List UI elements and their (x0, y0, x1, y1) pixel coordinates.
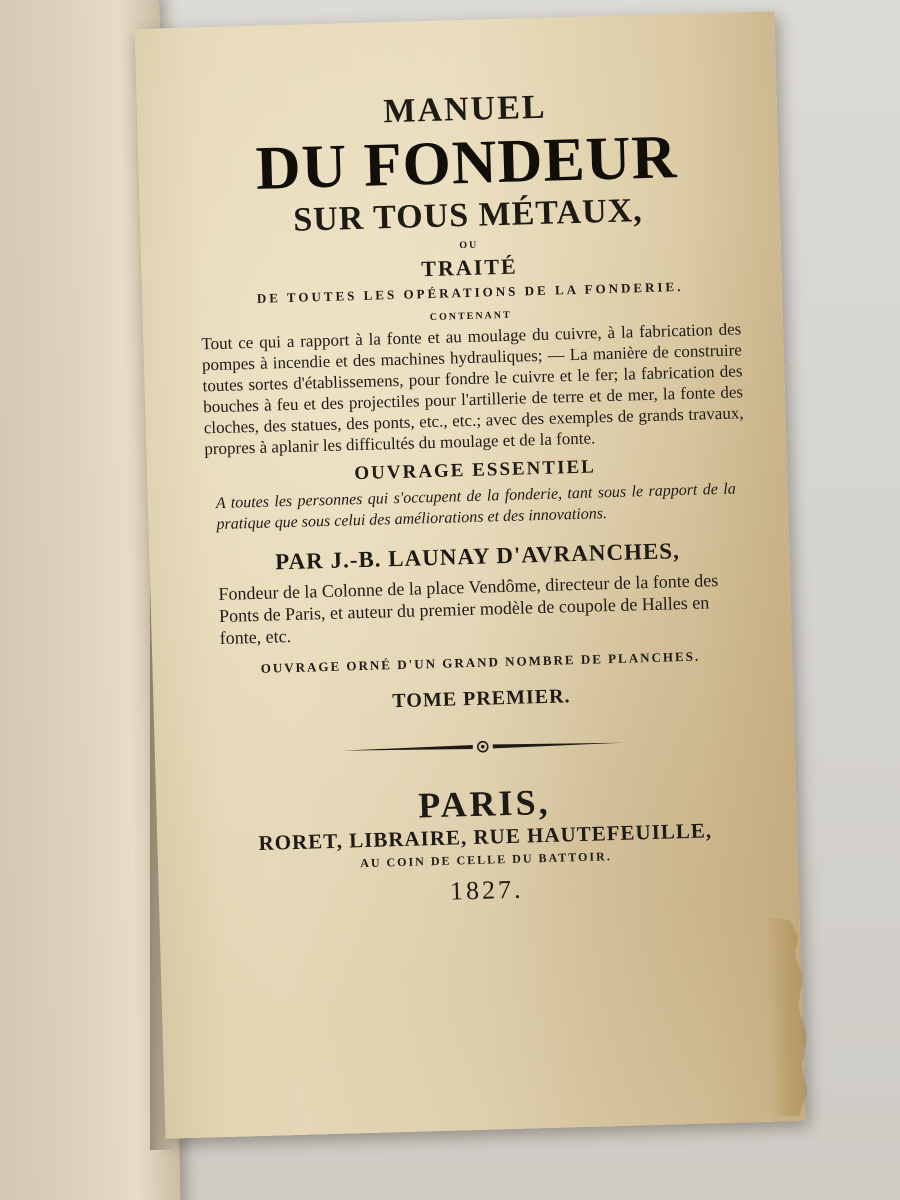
imprint-address: AU COIN DE CELLE DU BATTOIR. (360, 849, 612, 871)
title-conjunction-ou: OU (459, 239, 479, 252)
volume-label: TOME PREMIER. (392, 685, 571, 713)
audience-paragraph: A toutes les personnes qui s'occupent de la fonderie, tant sous le rapport de la pratique que sous celui des améliorations et des innovations. (215, 480, 736, 534)
subtitle-operations: DE TOUTES LES OPÉRATIONS DE LA FONDERIE. (256, 278, 684, 306)
imprint-year: 1827. (449, 874, 524, 906)
title-line-sur-tous-metaux: SUR TOUS MÉTAUX, (292, 192, 644, 239)
ornamental-rule (343, 736, 623, 758)
title-page-text (185, 82, 768, 915)
plates-note: OUVRAGE ORNÉ D'UN GRAND NOMBRE DE PLANCHES. (260, 648, 701, 676)
contents-paragraph: Tout ce qui a rapport à la fonte et au moulage du cuivre, à la fabrication des pompes à incendie et des machines hydrauliques; — La manière de construire toutes sortes d'établissemens, pour fondre le cuivre et le fer; la fabrication des bouches à feu et des projectiles pour l'artillerie de terre et de mer, la fonte des cloches, des statues, des ponts, etc., etc.; avec des exemples de grands travaux, propres à aplanir les difficultés du moulage et de la fonte. (201, 319, 744, 459)
contenant-label: CONTENANT (429, 309, 512, 324)
author-line: PAR J.-B. LAUNAY D'AVRANCHES, (274, 538, 681, 575)
imprint-city: PARIS, (417, 781, 552, 826)
title-line-du-fondeur: DU FONDEUR (254, 123, 679, 203)
torn-page-edge (766, 916, 812, 1117)
title-line-manuel: MANUEL (382, 88, 548, 131)
title-page (135, 11, 806, 1138)
imprint-publisher: RORET, LIBRAIRE, RUE HAUTEFEUILLE, (258, 818, 713, 856)
title-traite: TRAITÉ (420, 253, 518, 282)
ouvrage-essentiel-heading: OUVRAGE ESSENTIEL (354, 456, 597, 485)
author-description: Fondeur de la Colonne de la place Vendôme, directeur de la fonte des Ponts de Paris, et auteur du premier modèle de coupole de Halles en fonte, etc. (218, 570, 719, 649)
